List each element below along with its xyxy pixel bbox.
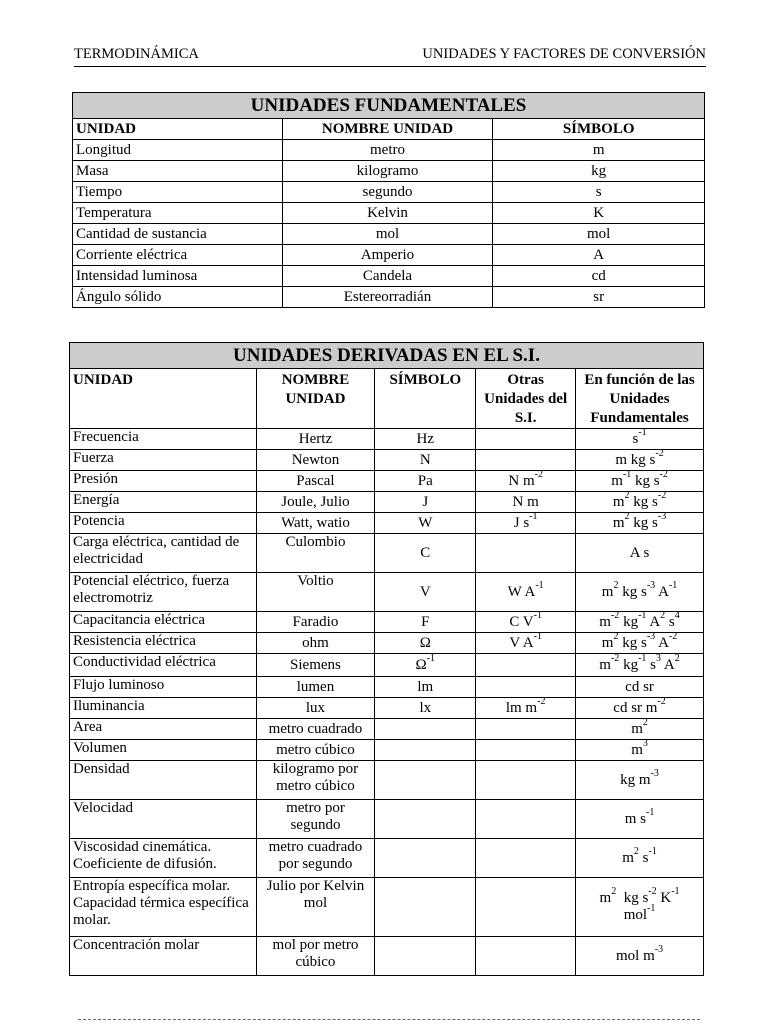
unit-name-cell: kilogramo por metro cúbico (256, 761, 375, 800)
table-row (70, 677, 704, 698)
column-header: SÍMBOLO (375, 369, 476, 429)
unit-cell: Velocidad (70, 800, 257, 839)
unit-cell: Entropía específica molar. Capacidad térmica específica molar. (70, 878, 257, 937)
symbol-cell: J (375, 492, 476, 513)
unit-name-cell: kilogramo (282, 161, 493, 182)
unit-name-cell: metro cuadrado (256, 719, 375, 740)
other-si-units-cell (476, 839, 576, 878)
table-row (70, 513, 704, 534)
derived-units-table (69, 342, 704, 976)
fundamental-units-cell: A s (576, 534, 704, 573)
symbol-cell: Pa (375, 471, 476, 492)
other-si-units-cell: J $s^{-1}$ (476, 513, 576, 534)
other-si-units-cell: W $A^{-1}$ (476, 573, 576, 612)
fundamental-units-cell: $m^3$ (576, 740, 704, 761)
table-row (70, 937, 704, 976)
other-si-units-cell (476, 878, 576, 937)
symbol-cell (375, 740, 476, 761)
symbol-cell: kg (493, 161, 705, 182)
unit-cell: Carga eléctrica, cantidad de electricidad (70, 534, 257, 573)
table-row (70, 654, 704, 677)
unit-name-cell: Julio por Kelvin mol (256, 878, 375, 937)
unit-name-cell: metro cuadrado por segundo (256, 839, 375, 878)
table-row (70, 761, 704, 800)
other-si-units-cell (476, 761, 576, 800)
symbol-cell: N (375, 450, 476, 471)
fundamental-units-cell: $s^{-1}$ (576, 429, 704, 450)
other-si-units-cell (476, 450, 576, 471)
fundamental-units-cell: cd sr (576, 677, 704, 698)
header-right-title: UNIDADES Y FACTORES DE CONVERSIÓN (422, 46, 706, 62)
table-row (70, 839, 704, 878)
table-row (73, 140, 705, 161)
symbol-cell (375, 800, 476, 839)
table-row (70, 471, 704, 492)
symbol-cell: K (493, 203, 705, 224)
unit-cell: Iluminancia (70, 698, 257, 719)
fundamental-units-cell: $m^{-2}$ $kg^{-1}$ $s^3$ $A^2$ (576, 654, 704, 677)
fundamental-units-cell: mol $m^{-3}$ (576, 937, 704, 976)
symbol-cell: $\Omega^{-1}$ (375, 654, 476, 677)
fundamental-units-table (72, 92, 705, 308)
unit-cell: Presión (70, 471, 257, 492)
unit-cell: Cantidad de sustancia (73, 224, 283, 245)
fundamental-units-cell: $m^{-1}$ kg $s^{-2}$ (576, 471, 704, 492)
unit-name-cell: Candela (282, 266, 493, 287)
column-header: NOMBRE UNIDAD (282, 119, 493, 140)
other-si-units-cell (476, 937, 576, 976)
table-title: UNIDADES DERIVADAS EN EL S.I. (70, 343, 704, 369)
other-si-units-cell (476, 654, 576, 677)
table-row (70, 450, 704, 471)
symbol-cell: cd (493, 266, 705, 287)
unit-name-cell: metro cúbico (256, 740, 375, 761)
symbol-cell (375, 761, 476, 800)
unit-cell: Concentración molar (70, 937, 257, 976)
unit-cell: Volumen (70, 740, 257, 761)
table-row (70, 534, 704, 573)
unit-cell: Area (70, 719, 257, 740)
other-si-units-cell (476, 534, 576, 573)
unit-name-cell: mol por metro cúbico (256, 937, 375, 976)
symbol-cell: V (375, 573, 476, 612)
unit-name-cell: Joule, Julio (256, 492, 375, 513)
unit-name-cell: Faradio (256, 612, 375, 633)
unit-cell: Intensidad luminosa (73, 266, 283, 287)
unit-name-cell: Culombio (256, 534, 375, 573)
other-si-units-cell: lm $m^{-2}$ (476, 698, 576, 719)
table-title: UNIDADES FUNDAMENTALES (73, 93, 705, 119)
unit-cell: Energía (70, 492, 257, 513)
unit-name-cell: Hertz (256, 429, 375, 450)
unit-cell: Ángulo sólido (73, 287, 283, 308)
column-header: NOMBRE UNIDAD (256, 369, 375, 429)
unit-name-cell: Newton (256, 450, 375, 471)
unit-cell: Potencial eléctrico, fuerza electromotriz (70, 573, 257, 612)
symbol-cell: F (375, 612, 476, 633)
table-row (70, 740, 704, 761)
fundamental-units-cell: cd sr $m^{-2}$ (576, 698, 704, 719)
table-row (70, 633, 704, 654)
unit-name-cell: Kelvin (282, 203, 493, 224)
table-row (70, 698, 704, 719)
table-row (70, 719, 704, 740)
fundamental-units-cell: $m^{-2}$ $kg^{-1}$ $A^2$ $s^4$ (576, 612, 704, 633)
unit-cell: Flujo luminoso (70, 677, 257, 698)
table-row (73, 224, 705, 245)
table-row (73, 203, 705, 224)
page-header (74, 46, 706, 67)
unit-cell: Potencia (70, 513, 257, 534)
unit-cell: Tiempo (73, 182, 283, 203)
symbol-cell: A (493, 245, 705, 266)
symbol-cell (375, 719, 476, 740)
column-header: En función de las Unidades Fundamentales (576, 369, 704, 429)
unit-cell: Conductividad eléctrica (70, 654, 257, 677)
fundamental-units-cell: $m^2$ $s^{-1}$ (576, 839, 704, 878)
fundamental-units-cell: $m^2$ (576, 719, 704, 740)
symbol-cell (375, 878, 476, 937)
table-row (73, 161, 705, 182)
symbol-cell: sr (493, 287, 705, 308)
unit-name-cell: lux (256, 698, 375, 719)
column-header: Otras Unidades del S.I. (476, 369, 576, 429)
symbol-cell: lm (375, 677, 476, 698)
table-row (73, 266, 705, 287)
symbol-cell (375, 937, 476, 976)
unit-name-cell: metro (282, 140, 493, 161)
table-row (73, 245, 705, 266)
symbol-cell: W (375, 513, 476, 534)
table-row (70, 492, 704, 513)
other-si-units-cell (476, 740, 576, 761)
fundamental-units-cell: kg $m^{-3}$ (576, 761, 704, 800)
unit-cell: Viscosidad cinemática. Coeficiente de difusión. (70, 839, 257, 878)
column-header: UNIDAD (70, 369, 257, 429)
footer-divider (78, 1019, 700, 1020)
unit-name-cell: segundo (282, 182, 493, 203)
unit-cell: Corriente eléctrica (73, 245, 283, 266)
symbol-cell: Hz (375, 429, 476, 450)
unit-cell: Capacitancia eléctrica (70, 612, 257, 633)
header-left-title: TERMODINÁMICA (74, 46, 199, 62)
symbol-cell: m (493, 140, 705, 161)
unit-name-cell: Voltio (256, 573, 375, 612)
fundamental-units-cell: $m^2$ kg $s^{-3}$ $A^{-1}$ (576, 573, 704, 612)
other-si-units-cell (476, 719, 576, 740)
fundamental-units-cell: $m^2$ kg $s^{-2}$ (576, 492, 704, 513)
fundamental-units-cell: m kg $s^{-2}$ (576, 450, 704, 471)
unit-cell: Frecuencia (70, 429, 257, 450)
unit-name-cell: lumen (256, 677, 375, 698)
unit-cell: Resistencia eléctrica (70, 633, 257, 654)
table-row (73, 287, 705, 308)
unit-cell: Densidad (70, 761, 257, 800)
other-si-units-cell (476, 429, 576, 450)
symbol-cell: Ω (375, 633, 476, 654)
unit-name-cell: ohm (256, 633, 375, 654)
table-row (70, 800, 704, 839)
table-row (73, 182, 705, 203)
table-row (70, 429, 704, 450)
fundamental-units-cell: $m^2$ kg $s^{-3}$ $A^{-2}$ (576, 633, 704, 654)
unit-cell: Temperatura (73, 203, 283, 224)
column-header: UNIDAD (73, 119, 283, 140)
symbol-cell (375, 839, 476, 878)
symbol-cell: lx (375, 698, 476, 719)
other-si-units-cell (476, 677, 576, 698)
other-si-units-cell (476, 800, 576, 839)
unit-cell: Fuerza (70, 450, 257, 471)
fundamental-units-cell: m $s^{-1}$ (576, 800, 704, 839)
symbol-cell: C (375, 534, 476, 573)
unit-name-cell: Estereorradián (282, 287, 493, 308)
unit-name-cell: Siemens (256, 654, 375, 677)
table-row (70, 878, 704, 937)
unit-name-cell: Watt, watio (256, 513, 375, 534)
other-si-units-cell: N $m^{-2}$ (476, 471, 576, 492)
unit-cell: Masa (73, 161, 283, 182)
other-si-units-cell: N m (476, 492, 576, 513)
table-row (70, 573, 704, 612)
table-row (70, 612, 704, 633)
unit-name-cell: Amperio (282, 245, 493, 266)
unit-cell: Longitud (73, 140, 283, 161)
unit-name-cell: Pascal (256, 471, 375, 492)
unit-name-cell: metro por segundo (256, 800, 375, 839)
other-si-units-cell: V $A^{-1}$ (476, 633, 576, 654)
symbol-cell: s (493, 182, 705, 203)
fundamental-units-cell: $m^2$ kg $s^{-2}$ $K^{-1}$ mol$^{-1}$ (576, 878, 704, 937)
column-header: SÍMBOLO (493, 119, 705, 140)
other-si-units-cell: C $V^{-1}$ (476, 612, 576, 633)
unit-name-cell: mol (282, 224, 493, 245)
symbol-cell: mol (493, 224, 705, 245)
fundamental-units-cell: $m^2$ kg $s^{-3}$ (576, 513, 704, 534)
